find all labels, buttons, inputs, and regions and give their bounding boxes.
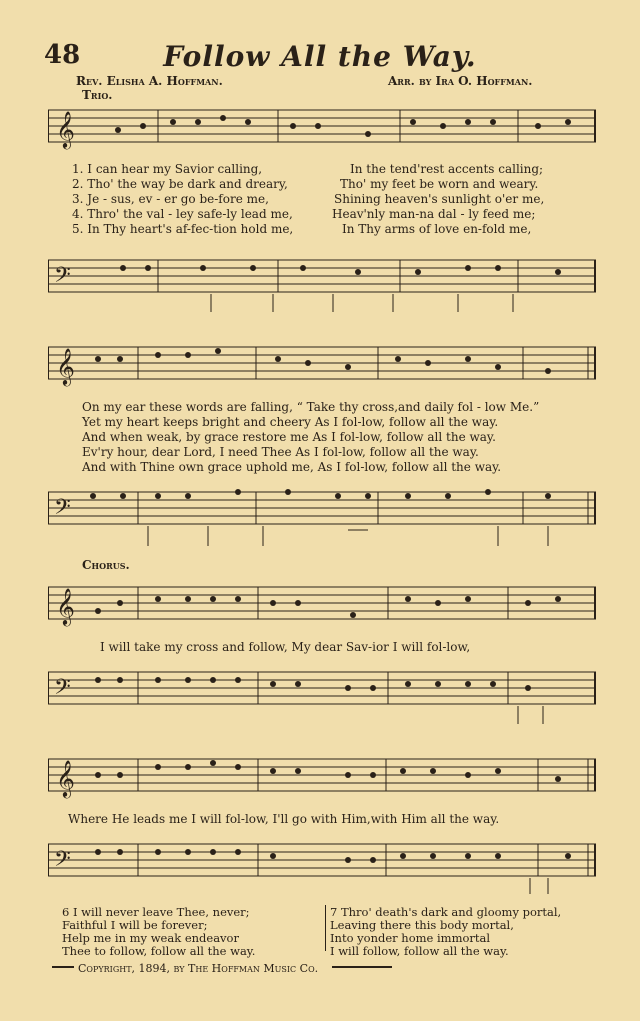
- svg-text:𝄢: 𝄢: [54, 847, 71, 877]
- lyric-line: Shining heaven's sunlight o'er me,: [334, 192, 545, 206]
- lyric-line: 4. Thro' the val - ley safe-ly lead me,: [72, 207, 293, 221]
- verse-line: I will follow, follow all the way.: [330, 944, 509, 958]
- lyric-line: On my ear these words are falling, “ Take thy cross,and daily fol - low Me.”: [82, 400, 540, 414]
- svg-text:𝄢: 𝄢: [54, 495, 71, 525]
- lyric-line: Tho' my feet be worn and weary.: [340, 177, 539, 191]
- verse-line: Leaving there this body mortal,: [330, 918, 514, 932]
- copyright-rule-left: [52, 966, 74, 968]
- system4-treble-staff: [48, 745, 598, 805]
- lyric-line: Yet my heart keeps bright and cheery As I fol-low, follow all the way.: [82, 415, 499, 429]
- system1-bass-staff: [48, 250, 598, 320]
- lyric-line: And when weak, by grace restore me As I fol-low, follow all the way.: [82, 430, 496, 444]
- lyric-line: 2. Tho' the way be dark and dreary,: [72, 177, 288, 191]
- svg-text:𝄢: 𝄢: [54, 675, 71, 705]
- svg-text:𝄢: 𝄢: [54, 263, 71, 293]
- lyric-line: 1. I can hear my Savior calling,: [72, 162, 263, 176]
- svg-text:𝄞: 𝄞: [56, 347, 75, 385]
- svg-text:𝄞: 𝄞: [56, 110, 75, 148]
- trio-label: Trio.: [82, 88, 113, 102]
- verse-line: Thee to follow, follow all the way.: [62, 944, 256, 958]
- chorus-lyric-line: I will take my cross and follow, My dear Sav-ior I will fol-low,: [100, 640, 471, 654]
- lyric-line: Ev'ry hour, dear Lord, I need Thee As I fol-low, follow all the way.: [82, 445, 479, 459]
- system2-bass-staff: [48, 480, 598, 565]
- lyric-line: And with Thine own grace uphold me, As I fol-low, follow all the way.: [82, 460, 502, 474]
- chorus-label: Chorus.: [82, 558, 130, 572]
- lyric-line: 3. Je - sus, ev - er go be-fore me,: [72, 192, 269, 206]
- svg-text:𝄞: 𝄞: [56, 587, 75, 625]
- system2-treble-staff: [48, 335, 598, 390]
- hymn-title: Follow All the Way.: [163, 40, 477, 73]
- arranger-credit: Arr. by Ira O. Hoffman.: [388, 74, 533, 88]
- page-number: 48: [44, 40, 81, 70]
- lyric-line: Heav'nly man-na dal - ly feed me;: [332, 207, 536, 221]
- copyright: Copyright, 1894, by The Hoffman Music Co.: [78, 962, 319, 975]
- svg-text:𝄞: 𝄞: [56, 759, 75, 797]
- verse-line: Help me in my weak endeavor: [62, 931, 239, 945]
- verse-line: 6 I will never leave Thee, never;: [62, 905, 250, 919]
- copyright-rule-right: [332, 966, 392, 968]
- lyricist-credit: Rev. Elisha A. Hoffman.: [76, 74, 223, 88]
- system3-bass-staff: [48, 660, 598, 730]
- lyric-line: In the tend'rest accents calling;: [350, 162, 544, 176]
- system4-bass-staff: [48, 832, 598, 902]
- verse-line: Faithful I will be forever;: [62, 918, 208, 932]
- lyric-line: 5. In Thy heart's af-fec-tion hold me,: [72, 222, 294, 236]
- verse-divider: [325, 905, 326, 951]
- lyric-line: In Thy arms of love en-fold me,: [342, 222, 532, 236]
- verse-line: Into yonder home immortal: [330, 931, 491, 945]
- chorus-lyric-line: Where He leads me I will fol-low, I'll go with Him,with Him all the way.: [68, 812, 500, 826]
- system1-treble-staff: [48, 100, 598, 150]
- system3-treble-staff: [48, 575, 598, 630]
- verse-line: 7 Thro' death's dark and gloomy portal,: [330, 905, 562, 919]
